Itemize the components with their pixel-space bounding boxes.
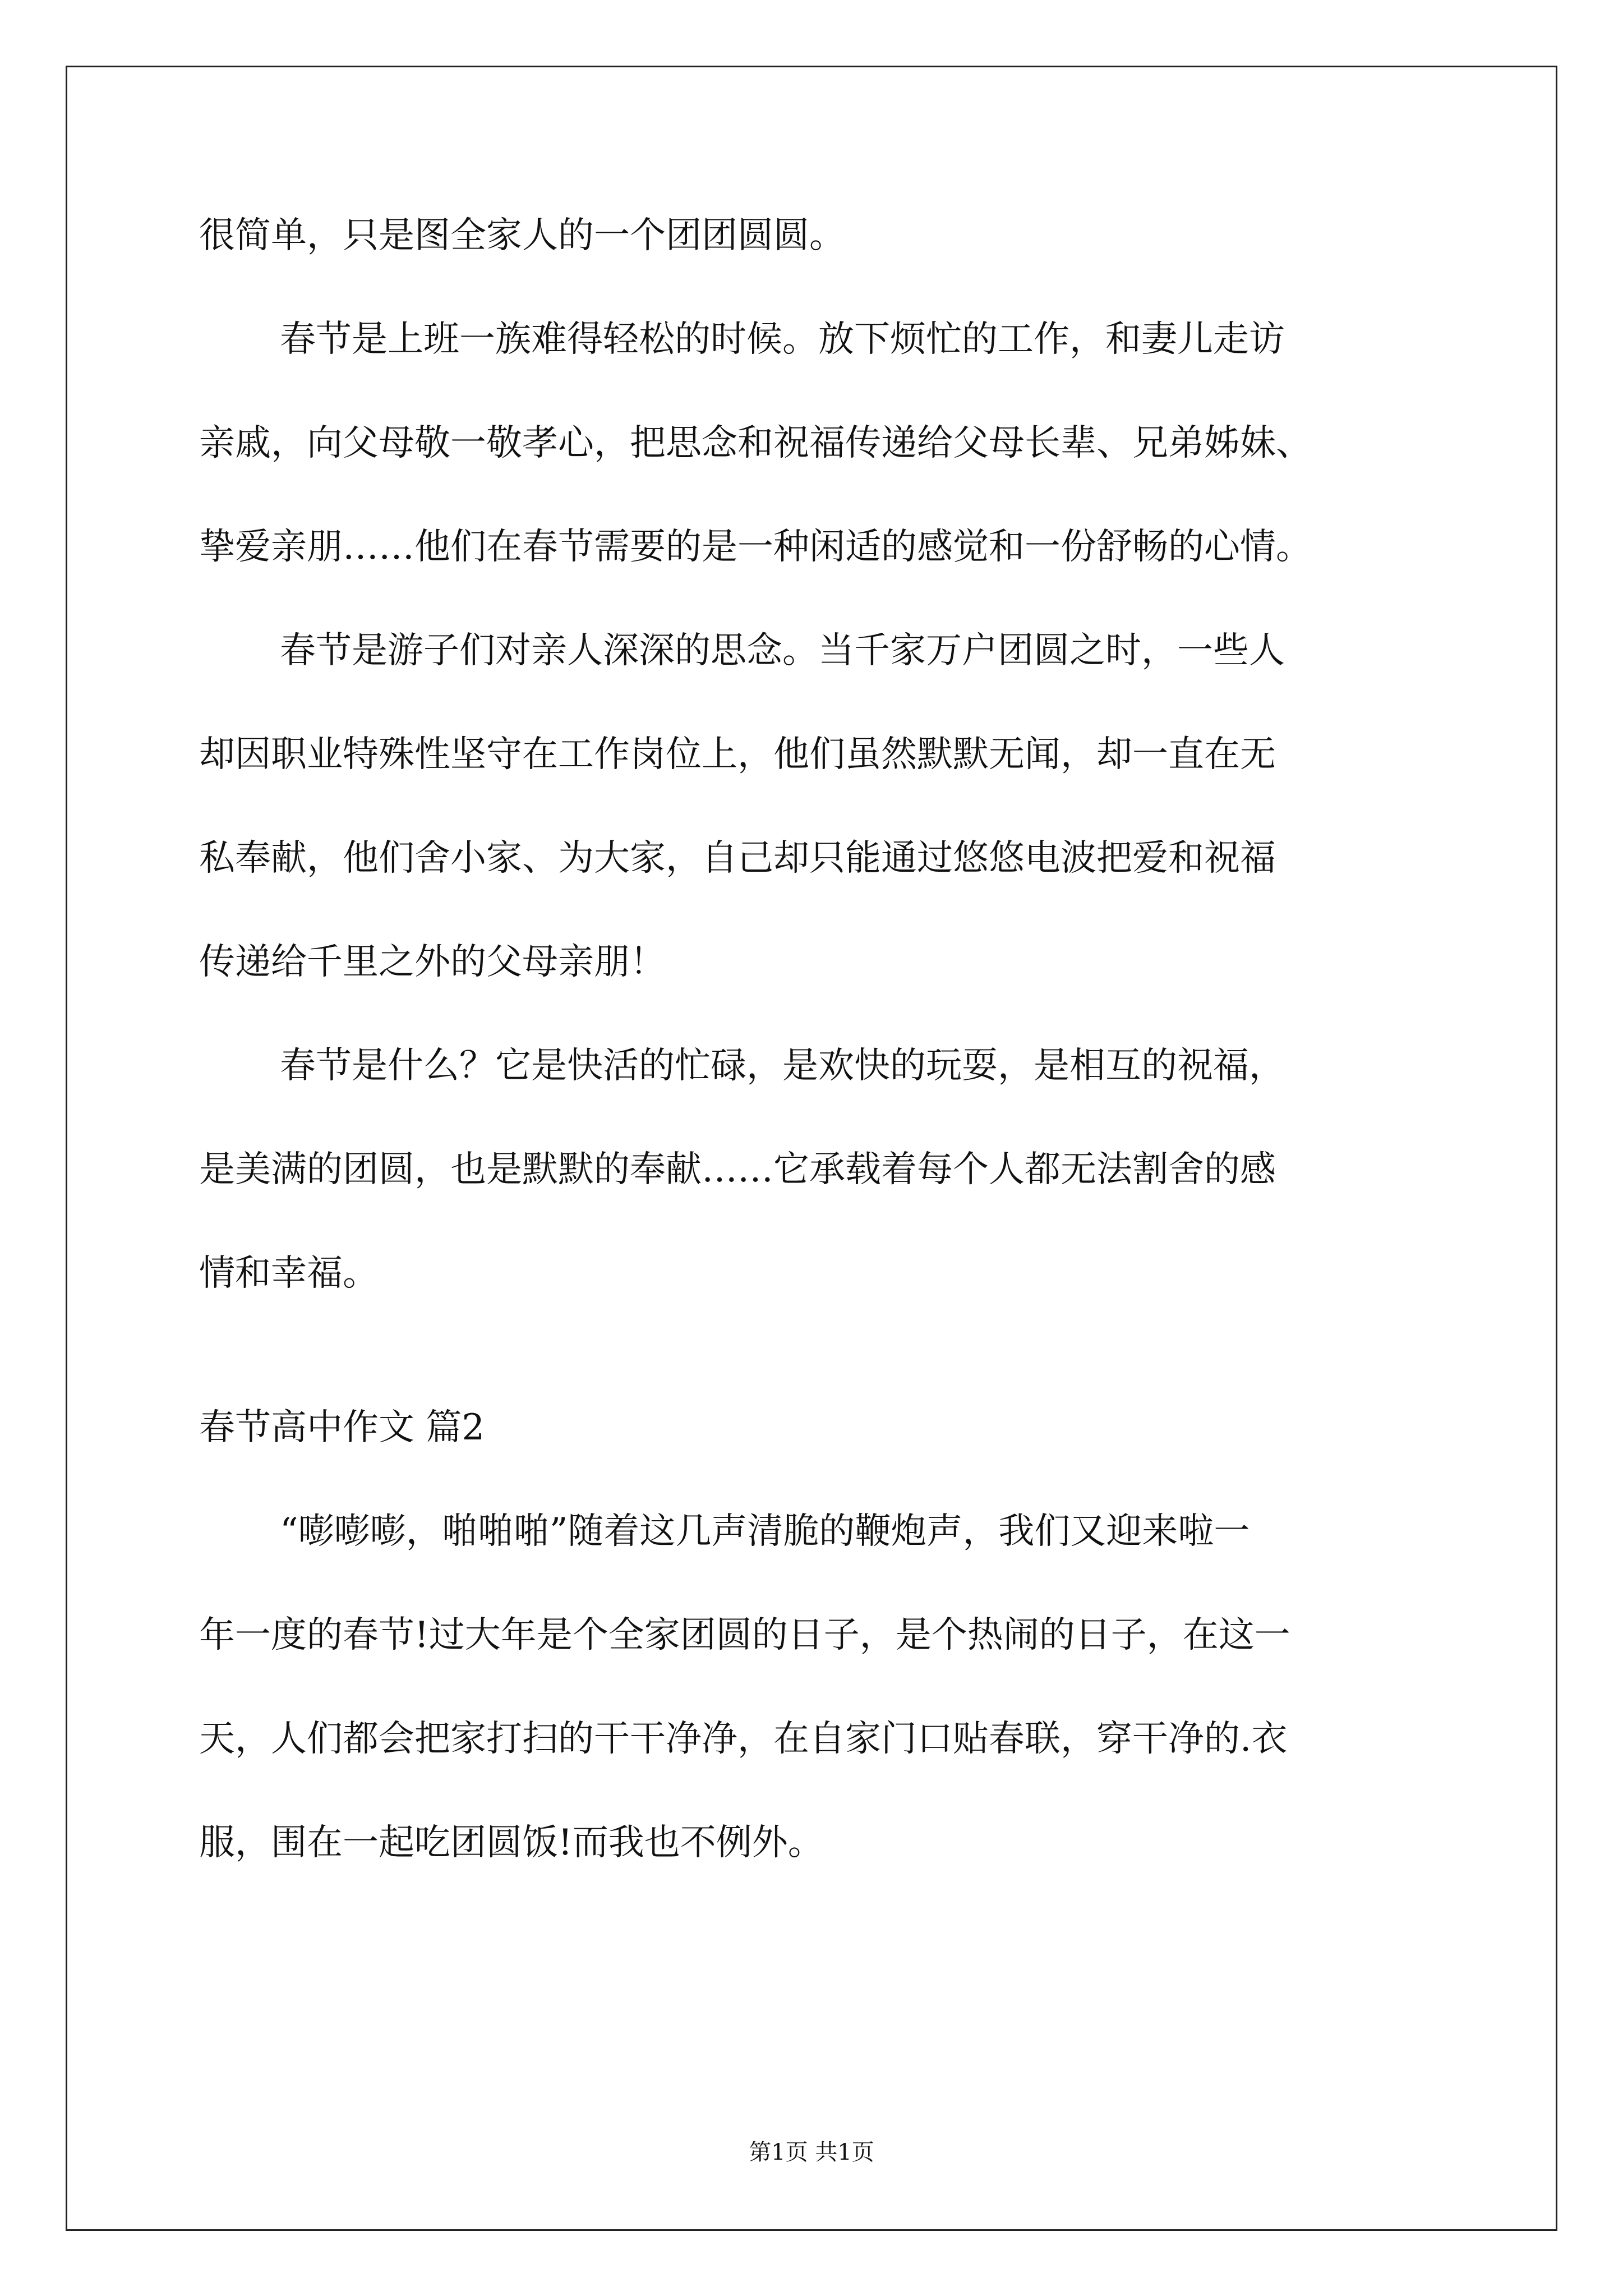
page-footer: 第1页 共1页 <box>749 2139 874 2165</box>
paragraph-line: 是美满的团圆，也是默默的奉献……它承载着每个人都无法割舍的感 <box>199 1149 1276 1190</box>
paragraph-line: 私奉献，他们舍小家、为大家，自己却只能通过悠悠电波把爱和祝福 <box>199 838 1276 879</box>
paragraph-line: 很简单，只是图全家人的一个团团圆圆。 <box>199 215 845 256</box>
paragraph-line: 年一度的春节!过大年是个全家团圆的日子，是个热闹的日子，在这一 <box>199 1614 1290 1656</box>
paragraph-line: 春节是什么？它是快活的忙碌，是欢快的玩耍，是相互的祝福， <box>280 1045 1285 1087</box>
paragraph-line: 情和幸福。 <box>199 1253 379 1294</box>
paragraph-line: 春节是上班一族难得轻松的时候。放下烦忙的工作，和妻儿走访 <box>280 319 1285 360</box>
paragraph-line: “嘭嘭嘭，啪啪啪”随着这几声清脆的鞭炮声，我们又迎来啦一 <box>280 1511 1250 1552</box>
paragraph-line: 亲戚，向父母敬一敬孝心，把思念和祝福传递给父母长辈、兄弟姊妹、 <box>199 422 1312 464</box>
paragraph-line: 天，人们都会把家打扫的干干净净，在自家门口贴春联，穿干净的.衣 <box>199 1718 1288 1760</box>
paragraph-line: 传递给千里之外的父母亲朋！ <box>199 941 666 983</box>
paragraph-line: 春节是游子们对亲人深深的思念。当千家万户团圆之时，一些人 <box>280 630 1285 671</box>
section-heading: 春节高中作文 篇2 <box>199 1407 485 1448</box>
paragraph-line: 挚爱亲朋……他们在春节需要的是一种闲适的感觉和一份舒畅的心情。 <box>199 526 1312 568</box>
paragraph-line: 服，围在一起吃团圆饭!而我也不例外。 <box>199 1822 824 1864</box>
paragraph-line: 却因职业特殊性坚守在工作岗位上，他们虽然默默无闻，却一直在无 <box>199 734 1276 775</box>
